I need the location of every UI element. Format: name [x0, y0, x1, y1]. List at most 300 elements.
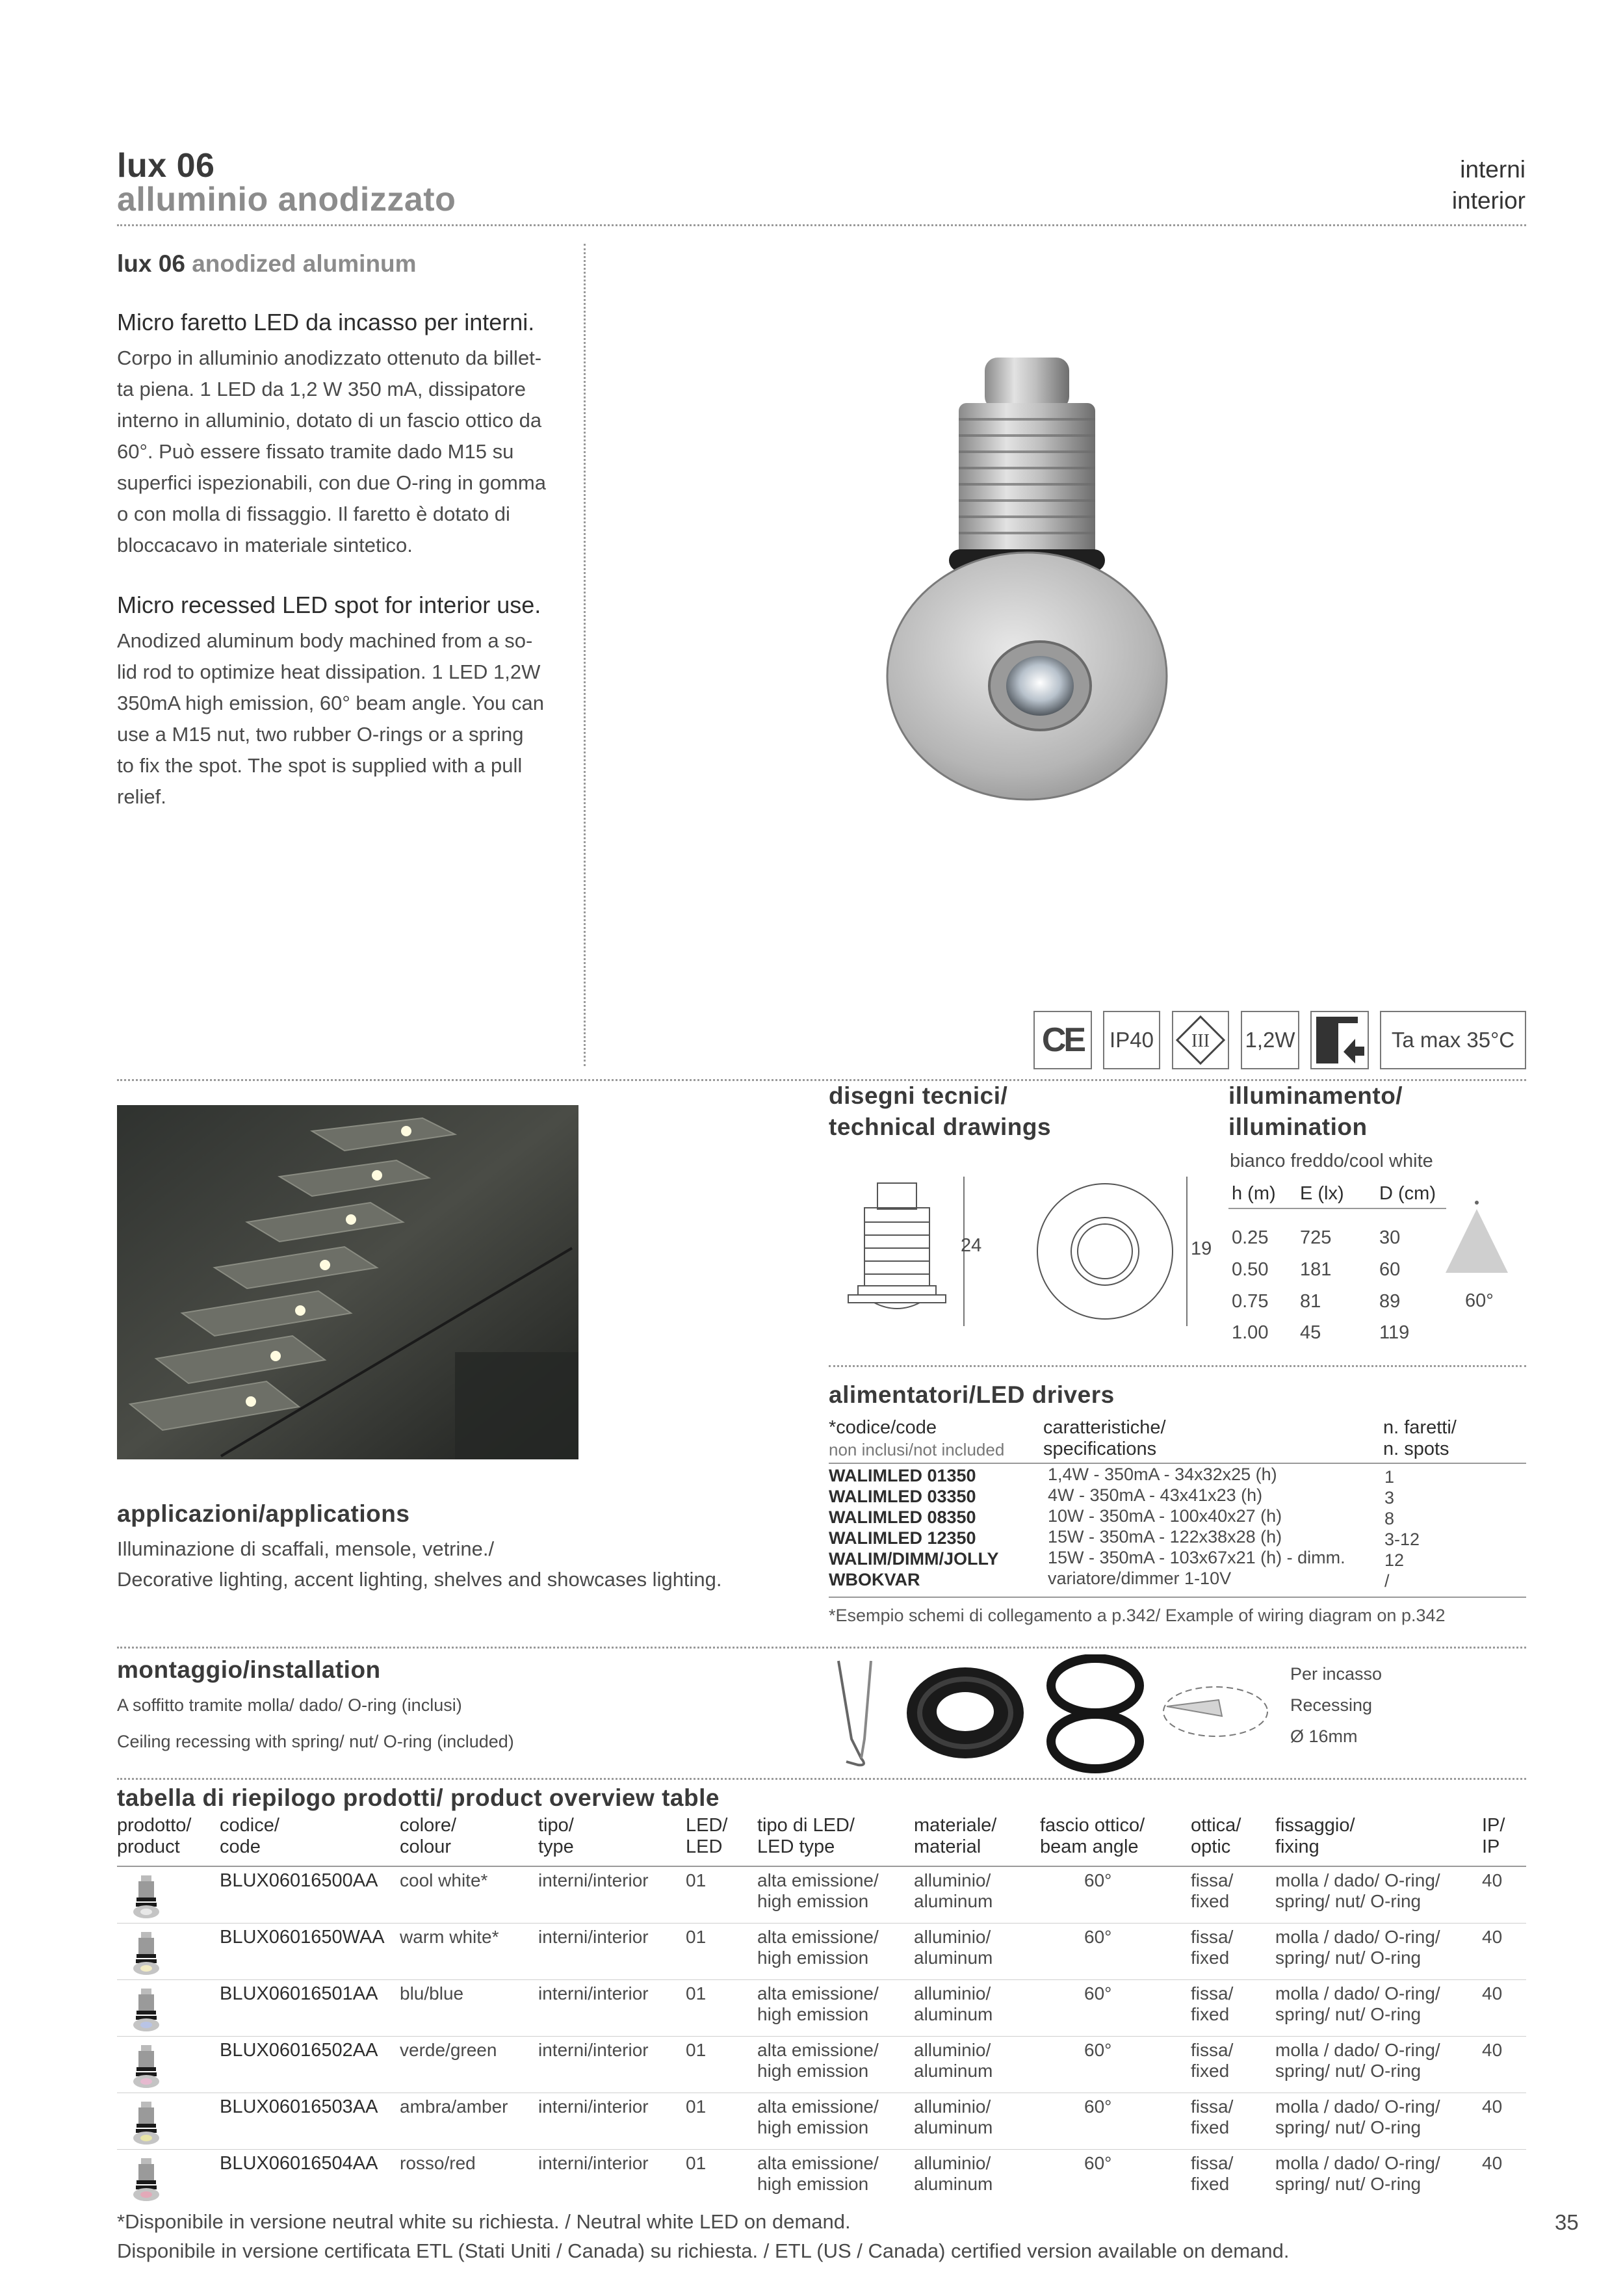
- cell-led: [686, 1927, 706, 1948]
- cell-led-type: [757, 1927, 879, 1968]
- driver-spec: 15W - 350mA - 122x38x28 (h): [1048, 1527, 1282, 1546]
- header-line: IP/: [1482, 1815, 1505, 1836]
- illum-header-d: D (cm): [1379, 1183, 1436, 1204]
- cell-line: alluminio/: [914, 1927, 991, 1947]
- cell-line: 40: [1482, 2153, 1503, 2173]
- driver-code: WALIMLED 12350: [829, 1528, 976, 1548]
- spring-clip-icon: [825, 1654, 890, 1771]
- cell-line: fissa/: [1191, 1870, 1234, 1890]
- cell-line: interni/interior: [538, 1927, 649, 1947]
- cell-line: 01: [686, 1870, 707, 1890]
- cell-led: [686, 1983, 706, 2004]
- drivers-col-code: *codice/code: [829, 1417, 937, 1438]
- drivers-footer-rule: [829, 1597, 1526, 1598]
- cell-type: [538, 1870, 649, 1891]
- description-en: [117, 592, 565, 813]
- cell-line: 60°: [1084, 1870, 1112, 1890]
- footer-note-1: *Disponibile in versione neutral white su richiesta. / Neutral white LED on demand.: [117, 2210, 851, 2233]
- cell-code: [220, 1927, 385, 1948]
- cell-line: fixed: [1191, 2117, 1230, 2137]
- o-ring-icon: [1043, 1654, 1147, 1775]
- diameter-dimension-line: [1186, 1177, 1188, 1326]
- driver-spec: 15W - 350mA - 103x67x21 (h) - dimm.: [1048, 1548, 1345, 1567]
- cell-line: aluminum: [914, 2174, 993, 2194]
- row-divider: [117, 1923, 1526, 1924]
- cell-line: molla / dado/ O-ring/: [1275, 1983, 1440, 2003]
- cell-line: molla / dado/ O-ring/: [1275, 1927, 1440, 1947]
- cell-beam: [1084, 2153, 1111, 2174]
- cell-line: 60°: [1084, 2153, 1112, 2173]
- section-divider-3: [117, 1647, 1526, 1649]
- drivers-col-spec-b: specifications: [1043, 1439, 1157, 1459]
- cell-line: 40: [1482, 2040, 1503, 2060]
- driver-code: WALIM/DIMM/JOLLY: [829, 1549, 999, 1569]
- installation-line-1: A soffitto tramite molla/ dado/ O-ring (inclusi): [117, 1695, 462, 1715]
- header-beam: [1040, 1815, 1145, 1858]
- cell-line: alta emissione/: [757, 2040, 879, 2060]
- header-line: prodotto/: [117, 1815, 192, 1836]
- header-material: [914, 1815, 996, 1858]
- cell-line: BLUX06016503AA: [220, 2096, 378, 2117]
- cell-colour: [400, 2153, 476, 2174]
- illum-e-2: 81: [1300, 1291, 1321, 1312]
- header-line: tipo di LED/: [757, 1815, 855, 1836]
- cell-material: [914, 1870, 993, 1912]
- cell-line: interni/interior: [538, 2096, 649, 2117]
- illum-h-0: 0.25: [1232, 1227, 1269, 1248]
- cell-led-type: [757, 2096, 879, 2138]
- cell-line: fissa/: [1191, 2153, 1234, 2173]
- header-line: colour: [400, 1836, 451, 1857]
- illum-h-3: 1.00: [1232, 1322, 1269, 1343]
- drivers-col-spots-b: n. spots: [1383, 1439, 1449, 1459]
- cell-fixing: [1275, 1983, 1440, 2025]
- front-view-drawing: [1033, 1180, 1176, 1323]
- cell-line: 01: [686, 2096, 707, 2117]
- cell-ip: [1482, 2040, 1502, 2061]
- header-line: codice/: [220, 1815, 279, 1836]
- cell-line: alta emissione/: [757, 2153, 879, 2173]
- section-divider-2: [829, 1365, 1526, 1367]
- illum-h-1: 0.50: [1232, 1259, 1269, 1280]
- recessed-surface-icon: [1310, 1011, 1369, 1069]
- text-line: bloccacavo in materiale sintetico.: [117, 534, 413, 556]
- header-divider: [117, 224, 1526, 226]
- product-photo: [845, 338, 1209, 819]
- text-line: 350mA high emission, 60° beam angle. You can: [117, 692, 544, 714]
- cell-line: spring/ nut/ O-ring: [1275, 1891, 1422, 1911]
- cell-line: BLUX0601650WAA: [220, 1927, 385, 1948]
- illum-d-3: 119: [1379, 1322, 1410, 1343]
- row-divider: [117, 2036, 1526, 2037]
- illum-e-0: 725: [1300, 1227, 1332, 1248]
- cell-line: 60°: [1084, 2040, 1112, 2060]
- column-divider: [584, 244, 586, 1066]
- cell-beam: [1084, 1983, 1111, 2004]
- cell-line: spring/ nut/ O-ring: [1275, 2117, 1422, 2137]
- cell-line: BLUX06016501AA: [220, 1983, 378, 2004]
- cell-beam: [1084, 1870, 1111, 1891]
- text-line: superfici ispezionabili, con due O-ring in gomma: [117, 471, 546, 494]
- driver-spec: variatore/dimmer 1-10V: [1048, 1569, 1232, 1588]
- driver-spec: 10W - 350mA - 100x40x27 (h): [1048, 1506, 1282, 1526]
- diamond-icon: [1175, 1014, 1227, 1066]
- tech-drawings-title-it: disegni tecnici/: [829, 1082, 1008, 1109]
- cell-line: rosso/red: [400, 2153, 476, 2173]
- cell-line: 40: [1482, 1927, 1503, 1947]
- header-line: product: [117, 1836, 180, 1857]
- cell-ip: [1482, 1927, 1502, 1948]
- cell-line: alluminio/: [914, 2096, 991, 2117]
- cell-line: molla / dado/ O-ring/: [1275, 2153, 1440, 2173]
- description-it-text: [117, 343, 565, 561]
- cell-line: aluminum: [914, 2004, 993, 2024]
- cell-line: alta emissione/: [757, 1983, 879, 2003]
- cell-fixing: [1275, 2040, 1440, 2081]
- header-line: fascio ottico/: [1040, 1815, 1145, 1836]
- row-divider: [117, 2149, 1526, 2150]
- cell-line: molla / dado/ O-ring/: [1275, 2096, 1440, 2117]
- cell-fixing: [1275, 2153, 1440, 2195]
- driver-code: WALIMLED 03350: [829, 1487, 976, 1506]
- header-line: LED: [686, 1836, 723, 1857]
- cell-line: high emission: [757, 2004, 869, 2024]
- cell-line: 01: [686, 1983, 707, 2003]
- drivers-col-spec-a: caratteristiche/: [1043, 1417, 1166, 1438]
- cell-type: [538, 2096, 649, 2117]
- cell-line: high emission: [757, 2117, 869, 2137]
- illum-d-1: 60: [1379, 1259, 1401, 1280]
- driver-spots: 12: [1384, 1550, 1405, 1570]
- cell-colour: [400, 2040, 497, 2061]
- cell-type: [538, 1983, 649, 2004]
- header-line: colore/: [400, 1815, 457, 1836]
- cell-line: ambra/amber: [400, 2096, 508, 2117]
- cell-code: [220, 2153, 378, 2174]
- beam-angle-label: 60°: [1465, 1290, 1494, 1311]
- cell-line: aluminum: [914, 2061, 993, 2081]
- cell-line: alta emissione/: [757, 2096, 879, 2117]
- header-line: code: [220, 1836, 261, 1857]
- ip-rating: IP40: [1103, 1011, 1160, 1069]
- header-line: beam angle: [1040, 1836, 1139, 1857]
- cell-fixing: [1275, 1870, 1440, 1912]
- cell-line: fissa/: [1191, 2096, 1234, 2117]
- cell-line: warm white*: [400, 1927, 499, 1947]
- cell-ip: [1482, 1983, 1502, 2004]
- cell-line: fixed: [1191, 2004, 1230, 2024]
- mounting-icon: [1312, 1013, 1367, 1067]
- cell-line: spring/ nut/ O-ring: [1275, 1948, 1422, 1968]
- header-colour: [400, 1815, 456, 1858]
- cell-line: 01: [686, 1927, 707, 1947]
- header-line: materiale/: [914, 1815, 997, 1836]
- product-title: lux 06: [117, 147, 215, 185]
- cell-colour: [400, 1983, 463, 2004]
- driver-spots: 1: [1384, 1467, 1395, 1487]
- cell-line: 40: [1482, 2096, 1503, 2117]
- illum-header-h: h (m): [1232, 1183, 1276, 1204]
- description-it-title: Micro faretto LED da incasso per interni.: [117, 309, 535, 335]
- cell-line: alluminio/: [914, 2153, 991, 2173]
- cell-material: [914, 2040, 993, 2081]
- cell-optic: [1191, 1927, 1233, 1968]
- temperature-rating: Ta max 35°C: [1380, 1011, 1526, 1069]
- cell-code: [220, 2040, 378, 2061]
- cell-line: fixed: [1191, 1891, 1230, 1911]
- category-it: interni: [1460, 156, 1526, 183]
- header-fixing: [1275, 1815, 1355, 1858]
- cell-material: [914, 2153, 993, 2195]
- cell-code: [220, 1983, 378, 2004]
- application-photo: [117, 1105, 578, 1459]
- class-text: III: [1191, 1031, 1210, 1051]
- drivers-col-code-sub: non inclusi/not included: [829, 1440, 1005, 1459]
- dimension-diameter: 19: [1191, 1238, 1212, 1259]
- cell-colour: [400, 1870, 487, 1891]
- cell-line: high emission: [757, 1948, 869, 1968]
- nut-icon: [900, 1661, 1030, 1765]
- cell-led-type: [757, 2040, 879, 2081]
- header-type: [538, 1815, 574, 1858]
- header-code: [220, 1815, 279, 1858]
- subtitle-finish: anodized aluminum: [192, 250, 417, 277]
- cell-led: [686, 2153, 706, 2174]
- text-line: ta piena. 1 LED da 1,2 W 350 mA, dissipatore: [117, 378, 526, 400]
- driver-spots: 3-12: [1384, 1530, 1420, 1549]
- cell-line: high emission: [757, 2061, 869, 2081]
- text-line: o con molla di fissaggio. Il faretto è dotato di: [117, 502, 510, 525]
- recess-label-2: Recessing: [1290, 1695, 1373, 1715]
- product-thumbnail-icon: [130, 2157, 162, 2202]
- cell-line: blu/blue: [400, 1983, 464, 2003]
- cell-line: cool white*: [400, 1870, 488, 1890]
- product-thumbnail-icon: [130, 1931, 162, 1976]
- cell-material: [914, 1983, 993, 2025]
- header-optic: [1191, 1815, 1241, 1858]
- driver-spec: 4W - 350mA - 43x41x23 (h): [1048, 1485, 1263, 1505]
- category-en: interior: [1451, 187, 1526, 214]
- cell-led: [686, 1870, 706, 1891]
- text-line: use a M15 nut, two rubber O-rings or a spring: [117, 723, 524, 746]
- header-led-type: [757, 1815, 855, 1858]
- cell-led-type: [757, 1870, 879, 1912]
- cell-led: [686, 2040, 706, 2061]
- cell-line: alta emissione/: [757, 1870, 879, 1890]
- header-product: [117, 1815, 191, 1858]
- section-divider-4: [117, 1778, 1526, 1780]
- header-line: fixing: [1275, 1836, 1319, 1857]
- description-en-text: [117, 625, 565, 813]
- recess-label-3: Ø 16mm: [1290, 1727, 1358, 1746]
- power-rating: 1,2W: [1241, 1011, 1299, 1069]
- cell-material: [914, 2096, 993, 2138]
- product-thumbnail-icon: [130, 2044, 162, 2089]
- cell-optic: [1191, 1870, 1233, 1912]
- text-line: to fix the spot. The spot is supplied with a pull: [117, 754, 523, 777]
- text-line: lid rod to optimize heat dissipation. 1 LED 1,2W: [117, 660, 541, 683]
- cell-line: spring/ nut/ O-ring: [1275, 2004, 1422, 2024]
- cell-line: alluminio/: [914, 1983, 991, 2003]
- installation-line-2: Ceiling recessing with spring/ nut/ O-ring (included): [117, 1732, 514, 1751]
- recess-label-1: Per incasso: [1290, 1664, 1383, 1684]
- cell-type: [538, 1927, 649, 1948]
- cell-line: fissa/: [1191, 1983, 1234, 2003]
- cell-line: BLUX06016504AA: [220, 2153, 378, 2174]
- header-line: IP: [1482, 1836, 1500, 1857]
- illumination-title-it: illuminamento/: [1228, 1082, 1403, 1109]
- header-line: LED/: [686, 1815, 728, 1836]
- cell-line: fixed: [1191, 2174, 1230, 2194]
- description-it: [117, 309, 565, 561]
- header-ip: [1482, 1815, 1505, 1858]
- cell-line: spring/ nut/ O-ring: [1275, 2061, 1422, 2081]
- header-line: type: [538, 1836, 574, 1857]
- cell-line: high emission: [757, 2174, 869, 2194]
- cell-line: molla / dado/ O-ring/: [1275, 1870, 1440, 1890]
- illum-e-1: 181: [1300, 1259, 1332, 1280]
- driver-code: WALIMLED 08350: [829, 1507, 976, 1527]
- driver-spots: 3: [1384, 1488, 1395, 1507]
- header-line: fissaggio/: [1275, 1815, 1355, 1836]
- cell-line: interni/interior: [538, 2153, 649, 2173]
- product-thumbnail-icon: [130, 1987, 162, 2033]
- cell-line: aluminum: [914, 2117, 993, 2137]
- table-header-rule: [117, 1866, 1526, 1867]
- text-line: interno in alluminio, dotato di un fascio ottico da: [117, 409, 542, 432]
- cell-line: alluminio/: [914, 2040, 991, 2060]
- cell-line: BLUX06016502AA: [220, 2040, 378, 2061]
- cell-colour: [400, 2096, 508, 2117]
- driver-code: WBOKVAR: [829, 1570, 920, 1589]
- overview-title: tabella di riepilogo prodotti/ product overview table: [117, 1784, 720, 1811]
- drivers-title: alimentatori/LED drivers: [829, 1381, 1115, 1408]
- cell-line: fixed: [1191, 1948, 1230, 1968]
- cell-led: [686, 2096, 706, 2117]
- illum-header-e: E (lx): [1300, 1183, 1344, 1204]
- cell-colour: [400, 1927, 499, 1948]
- ce-mark-icon: [1033, 1011, 1092, 1069]
- cell-beam: [1084, 2096, 1111, 2117]
- cell-line: 40: [1482, 1870, 1503, 1890]
- cell-optic: [1191, 2040, 1233, 2081]
- cell-line: fixed: [1191, 2061, 1230, 2081]
- cell-beam: [1084, 2040, 1111, 2061]
- cell-line: interni/interior: [538, 1983, 649, 2003]
- cell-line: 60°: [1084, 1927, 1112, 1947]
- header-line: material: [914, 1836, 981, 1857]
- illumination-title-en: illumination: [1228, 1114, 1368, 1140]
- cell-line: 01: [686, 2153, 707, 2173]
- text-line: relief.: [117, 785, 166, 808]
- drivers-col-spots-a: n. faretti/: [1383, 1417, 1457, 1438]
- cell-line: 01: [686, 2040, 707, 2060]
- illum-d-0: 30: [1379, 1227, 1401, 1248]
- driver-code: WALIMLED 01350: [829, 1466, 976, 1485]
- cell-material: [914, 1927, 993, 1968]
- cell-code: [220, 1870, 378, 1891]
- cell-fixing: [1275, 2096, 1440, 2138]
- header-line: optic: [1191, 1836, 1231, 1857]
- cell-line: alluminio/: [914, 1870, 991, 1890]
- driver-spec: 1,4W - 350mA - 34x32x25 (h): [1048, 1465, 1277, 1484]
- cell-line: interni/interior: [538, 2040, 649, 2060]
- applications-line-2: Decorative lighting, accent lighting, shelves and showcases lighting.: [117, 1568, 722, 1591]
- product-finish: alluminio anodizzato: [117, 181, 456, 218]
- cell-line: aluminum: [914, 1891, 993, 1911]
- cell-line: BLUX06016500AA: [220, 1870, 378, 1891]
- side-view-drawing: [835, 1177, 965, 1326]
- driver-spots: /: [1384, 1571, 1390, 1591]
- product-thumbnail-icon: [130, 1874, 162, 1920]
- cell-optic: [1191, 1983, 1233, 2025]
- installation-title: montaggio/installation: [117, 1656, 381, 1683]
- applications-line-1: Illuminazione di scaffali, mensole, vetrine./: [117, 1537, 495, 1560]
- subtitle-model: lux 06: [117, 250, 185, 277]
- section-divider-1: [117, 1079, 1526, 1081]
- cell-led-type: [757, 2153, 879, 2195]
- cell-line: 60°: [1084, 2096, 1112, 2117]
- cell-type: [538, 2153, 649, 2174]
- illum-e-3: 45: [1300, 1322, 1321, 1343]
- cell-line: aluminum: [914, 1948, 993, 1968]
- beam-cone-icon: [1436, 1196, 1521, 1287]
- cell-optic: [1191, 2153, 1233, 2195]
- cell-line: fissa/: [1191, 1927, 1234, 1947]
- illumination-subtitle: bianco freddo/cool white: [1230, 1151, 1433, 1171]
- illum-h-2: 0.75: [1232, 1291, 1269, 1312]
- cell-ip: [1482, 1870, 1502, 1891]
- row-divider: [117, 1979, 1526, 1980]
- driver-spots: 8: [1384, 1509, 1395, 1528]
- cell-line: high emission: [757, 1891, 869, 1911]
- cell-ip: [1482, 2153, 1502, 2174]
- page-number: 35: [1555, 2210, 1579, 2234]
- product-thumbnail-icon: [130, 2100, 162, 2146]
- cell-fixing: [1275, 1927, 1440, 1968]
- cell-code: [220, 2096, 378, 2117]
- cell-ip: [1482, 2096, 1502, 2117]
- description-en-title: Micro recessed LED spot for interior use.: [117, 592, 541, 618]
- tech-drawings-title-en: technical drawings: [829, 1114, 1052, 1140]
- cell-line: 60°: [1084, 1983, 1112, 2003]
- cell-line: interni/interior: [538, 1870, 649, 1890]
- header-led: [686, 1815, 727, 1858]
- ce-text: CE: [1041, 1021, 1084, 1059]
- cell-line: molla / dado/ O-ring/: [1275, 2040, 1440, 2060]
- cell-beam: [1084, 1927, 1111, 1948]
- text-line: Corpo in alluminio anodizzato ottenuto da billet-: [117, 346, 542, 369]
- cell-line: spring/ nut/ O-ring: [1275, 2174, 1422, 2194]
- text-line: 60°. Può essere fissato tramite dado M15 su: [117, 440, 514, 463]
- cell-line: verde/green: [400, 2040, 497, 2060]
- illum-d-2: 89: [1379, 1291, 1401, 1312]
- cell-line: fissa/: [1191, 2040, 1234, 2060]
- cell-type: [538, 2040, 649, 2061]
- recess-hole-icon: [1160, 1680, 1271, 1742]
- applications-title: applicazioni/applications: [117, 1500, 410, 1527]
- header-line: LED type: [757, 1836, 835, 1857]
- dimension-height: 24: [961, 1235, 982, 1256]
- cell-line: 40: [1482, 1983, 1503, 2003]
- subtitle: [117, 250, 417, 278]
- illum-header-rule: [1228, 1208, 1446, 1209]
- footer-note-2: Disponibile in versione certificata ETL (Stati Uniti / Canada) su richiesta. / ETL (US / Canada) certified version available on demand.: [117, 2239, 1290, 2262]
- header-line: tipo/: [538, 1815, 574, 1836]
- cell-optic: [1191, 2096, 1233, 2138]
- drivers-note: *Esempio schemi di collegamento a p.342/ Example of wiring diagram on p.342: [829, 1606, 1446, 1625]
- cell-led-type: [757, 1983, 879, 2025]
